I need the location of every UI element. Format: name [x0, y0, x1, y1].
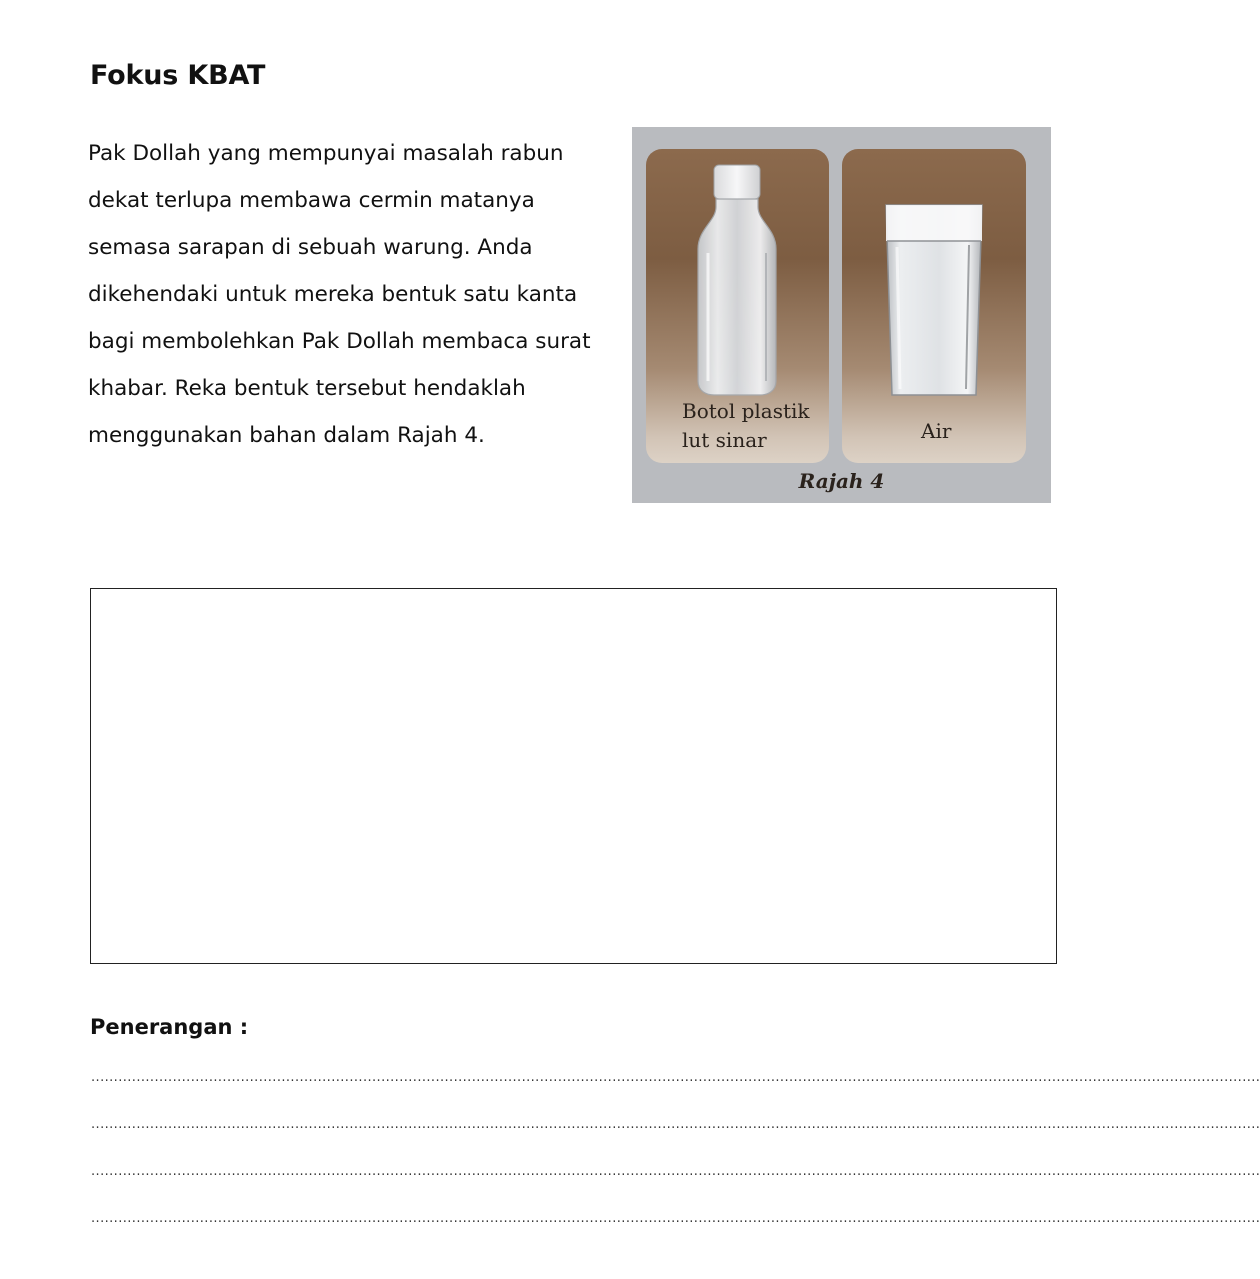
question-line: Pak Dollah yang mempunyai masalah rabun: [88, 141, 564, 166]
answer-line[interactable]: ..................................................................................................................................................................................................................................................................: [91, 1070, 1260, 1085]
answer-line[interactable]: ..................................................................................................................................................................................................................................................................: [91, 1117, 1260, 1132]
water-label: Air: [921, 419, 952, 443]
bottle-panel: [646, 149, 829, 463]
question-line: semasa sarapan di sebuah warung. Anda: [88, 235, 533, 260]
question-line: menggunakan bahan dalam Rajah 4.: [88, 423, 485, 448]
question-text: [88, 130, 608, 459]
figure-rajah-4: [632, 127, 1051, 503]
water-panel: [842, 149, 1026, 463]
bottle-label-line: Botol plastik: [682, 399, 810, 423]
question-line: dikehendaki untuk mereka bentuk satu kanta: [88, 282, 578, 307]
question-line: dekat terlupa membawa cermin matanya: [88, 188, 535, 213]
bottle-label: [682, 397, 810, 455]
question-line: khabar. Reka bentuk tersebut hendaklah: [88, 376, 526, 401]
figure-caption: Rajah 4: [798, 469, 885, 493]
bottle-label-line: lut sinar: [682, 428, 767, 452]
answer-line[interactable]: ..................................................................................................................................................................................................................................................................: [91, 1164, 1260, 1179]
drawing-answer-box[interactable]: [90, 588, 1057, 964]
answer-line[interactable]: ..................................................................................................................................................................................................................................................................: [91, 1211, 1260, 1226]
question-line: bagi membolehkan Pak Dollah membaca surat: [88, 329, 591, 354]
glass-of-water-image: [842, 149, 1026, 463]
page-title: Fokus KBAT: [90, 60, 266, 91]
explanation-label: Penerangan :: [90, 1015, 249, 1039]
